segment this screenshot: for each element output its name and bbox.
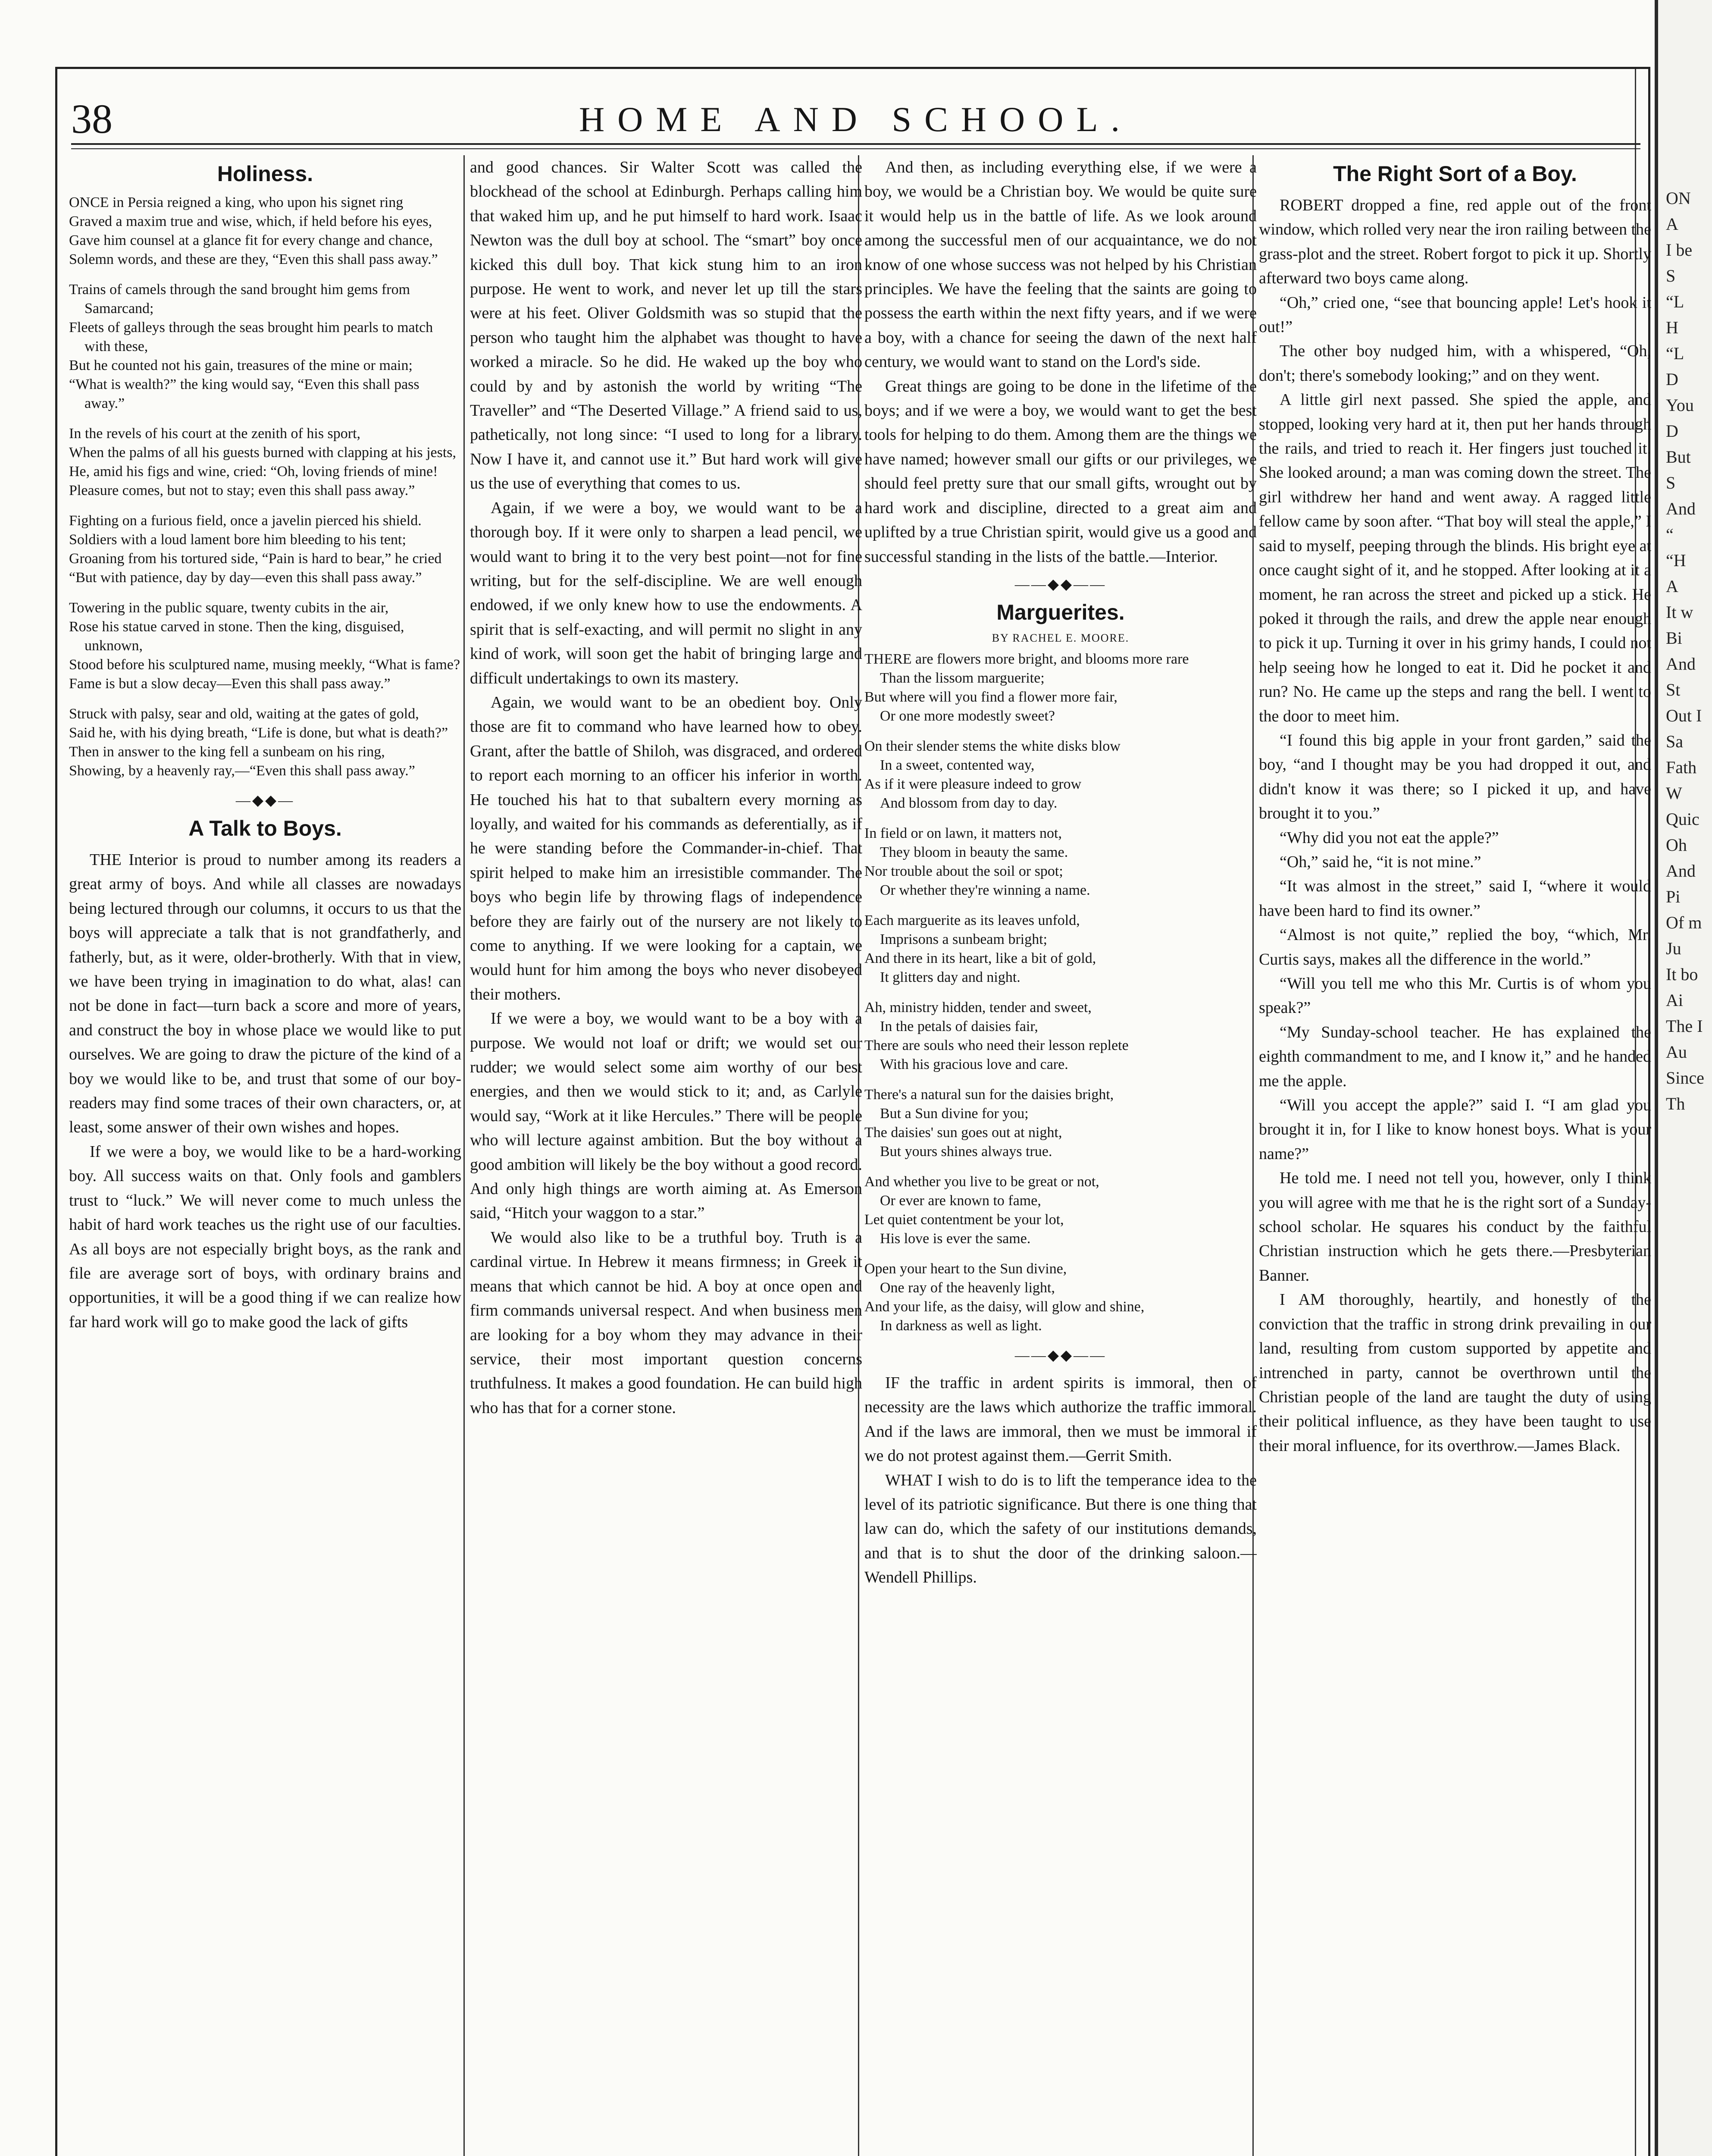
poem-line: Than the lissom marguerite; [880,670,1045,686]
poem-line: There are souls who need their lesson replete [864,1037,1129,1053]
paragraph: “I found this big apple in your front garden,” said the boy, “and I thought may be you had dropped it out, and didn't know it was there; so I picked it up, and have brought it to you.” [1259,731,1651,823]
edge-fragment-line: I be [1666,240,1693,260]
poem-line: Showing, by a heavenly ray,—“Even this shall pass away.” [69,763,415,779]
poem-line: But a Sun divine for you; [880,1105,1029,1122]
edge-fragment-line: And [1666,654,1696,674]
talk-to-boys-continued [470,155,862,1420]
poem-line: Nor trouble about the soil or spot; [864,863,1063,879]
edge-fragment-line: Out I [1666,706,1702,725]
poem-line: Towering in the public square, twenty cubits in the air, [69,600,389,616]
poem-line: Stood before his sculptured name, musing meekly, “What is fame? [69,657,460,673]
paragraph: “Will you accept the apple?” said I. “I am glad you brought it in, for I like to know honest boys. What is your name?” [1259,1096,1651,1163]
right-sort-text [1259,193,1651,1458]
stanza [69,193,461,269]
paragraph: IF the traffic in ardent spirits is immoral, then of necessity are the laws which authorize the traffic immoral. And if the laws are immoral, then we must be immoral if we do not protest against them.—Gerrit Smith. [864,1373,1257,1465]
poem-line: As if it were pleasure indeed to grow [864,776,1082,792]
paragraph: “Why did you not eat the apple?” [1280,828,1499,847]
poem-line: When the palms of all his guests burned with clapping at his jests, [69,445,457,461]
talk-to-boys-text [69,848,461,1334]
paragraph: and good chances. Sir Walter Scott was called the blockhead of the school at Edinburgh. Perhaps calling him that waked him up, and he put himself to hard work. Isaac Newton was the dull boy at school. The “smart” boy once kicked this dull boy. That kick stung him to an iron purpose. He went to work, and never let up till the stars were at his feet. Oliver Goldsmith was so stupid that the person who taught him the alphabet was thought to have worked a miracle. So he did. He waked up the boy who could by and by astonish the world by writing “The Traveller” and “The Deserted Village.” A friend said to us, pathetically, not long since: “I used to long for a library. Now I have it, and cannot use it.” But hard work will give us the use of everything that comes to us. [470,158,862,493]
poem-line: One ray of the heavenly light, [880,1279,1055,1296]
stanza [69,705,461,780]
section-separator: ——◆◆—— [1014,576,1107,592]
column-4 [1259,155,1651,2156]
edge-fragment-line: D [1666,370,1678,389]
edge-fragment-line: H [1666,318,1678,337]
poem-line: They bloom in beauty the same. [880,844,1068,860]
edge-fragment-line: “L [1666,344,1684,363]
poem-line: ONCE in Persia reigned a king, who upon his signet ring [69,194,404,210]
poem-line: On their slender stems the white disks blow [864,738,1120,754]
poem-line: Fame is but a slow decay—Even this shall pass away.” [69,676,391,692]
paragraph: WHAT I wish to do is to lift the temperance idea to the level of its patriotic significance. But there is one thing that law can do, which the safety of our institutions demands, and that is to shut the door of the drinking saloon.—Wendell Phillips. [864,1471,1257,1587]
poem-line: His love is ever the same. [880,1230,1031,1247]
poem-line: Graved a maxim true and wise, which, if held before his eyes, [69,213,432,229]
poem-line: Pleasure comes, but not to stay; even this shall pass away.” [69,483,415,498]
poem-line: Soldiers with a loud lament bore him bleeding to his tent; [69,532,406,548]
stanza [864,911,1257,987]
paragraph: And then, as including everything else, if we were a boy, we would be a Christian boy. We would be quite sure it would help us in the battle of life. As we look around among the successful men of our acquaintance, we do not know of one whose success was not helped by his Christian principles. We have the feeling that the saints are going to possess the earth within the next fifty years, and if we were a boy, with a chance for seeing the dawn of the next half century, we would want to stand on the Lord's side. [864,158,1257,371]
edge-fragment-line: You [1666,395,1694,415]
edge-fragment-line: Th [1666,1094,1685,1113]
adjacent-page-fragments [1666,185,1712,1117]
paragraph: The other boy nudged him, with a whispered, “Oh, don't; there's somebody looking;” and on they went. [1259,342,1651,385]
poem-line: Let quiet contentment be your lot, [864,1211,1064,1228]
stanza [864,737,1257,813]
edge-fragment-line: “H [1666,551,1686,570]
paragraph: A little girl next passed. She spied the apple, and stopped, looking very hard at it, then put her hands through the rails, and tried to reach it. Her fingers just touched it. She looked around; a man was coming down the street. The girl withdrew her hand and went away. A ragged little fellow came by soon after. “That boy will steal the apple,” I said to myself, peeping through the blinds. His bright eye at once caught sight of it, and he stopped. After looking at it a moment, he ran across the street and picked up a stick. He poked it through the rails, and drew the apple near enough to pick it up. Turning it over in his grimy hands, I could not help seeing how he longed to eat it. Did he pocket it and run? No. He came up the steps and rang the bell. I went to the door to meet him. [1259,391,1651,725]
poem-line: In darkness as well as light. [880,1317,1042,1334]
stanza [864,650,1257,726]
paragraph: “Almost is not quite,” replied the boy, “which, Mr. Curtis says, makes all the difference in the world.” [1259,926,1651,968]
paragraph: We would also like to be a truthful boy. Truth is a cardinal virtue. In Hebrew it means firmness; in Greek it means that which cannot be hid. A boy at once open and firm commands universal respect. And when business men are looking for a boy whom they may advance in their service, their most important question concerns truthfulness. It makes a good foundation. He can build high who has that for a corner stone. [470,1228,862,1417]
marguerites-title: Marguerites. [996,600,1125,624]
stanza [864,1172,1257,1248]
paragraph: He told me. I need not tell you, however, only I think you will agree with me that he is the right sort of a Sunday-school scholar. He squares his conduct by the faithful Christian instruction which he gets there.—Presbyterian Banner. [1259,1169,1651,1285]
edge-fragment-line: ON [1666,188,1691,208]
paragraph: “Oh,” cried one, “see that bouncing apple! Let's hook it out!” [1259,293,1651,336]
edge-fragment-line: “ [1666,525,1674,544]
edge-fragment-line: The I [1666,1016,1703,1036]
column-2 [470,155,862,2156]
poem-line: Gave him counsel at a glance fit for every change and chance, [69,232,433,248]
poem-line: THERE are flowers more bright, and blooms more rare [864,651,1189,667]
paragraph: THE Interior is proud to number among its readers a great army of boys. And while all classes are nowadays being lectured through our columns, it occurs to us that the boys will appreciate a talk that is not grandfatherly, and fatherly, but, as it were, older-brotherly. With that in view, we have been trying in imagination to do what, alas! can not be done in fact—turn back a score and more of years, and construct the boy in whose place we would like to put ourselves. We are going to draw the picture of the kind of a boy we would like to be, and trust that some of our boy-readers may find some traces of their own characters, or, at least, some answer of their own wishes and hopes. [69,851,461,1137]
edge-fragment-line: Pi [1666,887,1681,906]
edge-fragment-line: Since [1666,1068,1704,1087]
column-3 [864,155,1257,2156]
poem-line: Struck with palsy, sear and old, waiting at the gates of gold, [69,706,419,722]
edge-fragment-line: It w [1666,602,1693,622]
poem-line: Fighting on a furious field, once a javelin pierced his shield. [69,513,422,529]
edge-fragment-line: Oh [1666,835,1687,855]
column-1 [69,155,461,2156]
poem-line: Open your heart to the Sun divine, [864,1260,1067,1277]
edge-fragment-line: Ju [1666,939,1681,958]
edge-fragment-line: And [1666,499,1696,518]
poem-line: The daisies' sun goes out at night, [864,1124,1062,1141]
poem-line: It glitters day and night. [880,969,1020,985]
edge-fragment-line: Au [1666,1042,1687,1062]
poem-line: But he counted not his gain, treasures of the mine or main; [69,357,413,373]
stanza [69,424,461,500]
poem-line: And your life, as the daisy, will glow and shine, [864,1298,1145,1315]
talk-to-boys-title: A Talk to Boys. [188,816,342,840]
poem-line: In the revels of his court at the zenith of his sport, [69,426,361,442]
marguerites-byline: BY RACHEL E. MOORE. [992,631,1130,644]
poem-line: In field or on lawn, it matters not, [864,825,1062,841]
edge-fragment-line: And [1666,861,1696,881]
poem-line: Ah, ministry hidden, tender and sweet, [864,999,1092,1015]
page-number: 38 [71,96,113,142]
poem-line: And there in its heart, like a bit of gold, [864,950,1096,966]
poem-line: And blossom from day to day. [880,795,1058,811]
edge-fragment-line: W [1666,783,1682,803]
holiness-poem [69,193,461,780]
edge-fragment-line: Sa [1666,732,1683,751]
stanza [864,824,1257,900]
right-sort-title: The Right Sort of a Boy. [1333,162,1577,186]
poem-line: He, amid his figs and wine, cried: “Oh, loving friends of mine! [69,464,438,479]
paragraph: ROBERT dropped a fine, red apple out of the front window, which rolled very near the iron railing between the grass-plot and the street. Robert forgot to pick it up. Shortly afterward two boys came along. [1259,196,1651,288]
section-separator: ——◆◆—— [1014,1347,1107,1363]
poem-line: Or one more modestly sweet? [880,708,1055,724]
paragraph: If we were a boy, we would want to be a boy with a purpose. We would not loaf or drift; we would set our rudder; we would select some aim worthy of our best energies, and then we would stick to it; and, as Carlyle would say, “Work at it like Hercules.” There will be people who will lecture against ambition. But the boy without a good ambition will likely be the boy without a good record. And only high things are worth aiming at. As Emerson said, “Hitch your waggon to a star.” [470,1009,862,1222]
poem-line: Fleets of galleys through the seas brought him pearls to match with these, [69,320,433,354]
edge-fragment-line: It bo [1666,965,1698,984]
edge-fragment-line: A [1666,577,1678,596]
poem-line: And whether you live to be great or not, [864,1173,1099,1190]
poem-line: Trains of camels through the sand brought him gems from Samarcand; [69,282,410,317]
adjacent-page-edge [1655,0,1712,2156]
talk-to-boys-conclusion [864,155,1257,569]
edge-fragment-line: “L [1666,292,1684,311]
poem-line: But where will you find a flower more fair, [864,689,1117,705]
edge-fragment-line: Fath [1666,758,1697,777]
poem-line: But yours shines always true. [880,1143,1052,1159]
holiness-title: Holiness. [217,162,313,186]
poem-line: “What is wealth?” the king would say, “Even this shall pass away.” [69,376,419,411]
paragraph: “It was almost in the street,” said I, “where it would have been hard to find its owner.” [1259,877,1651,920]
paragraph: Again, if we were a boy, we would want to be a thorough boy. If it were only to sharpen a lead pencil, we would want to bring it to the very best point—not for fine writing, but for the self-discipline. We are well enough endowed, if we only knew how to use the endowments. A spirit that is self-exacting, and will permit no slight in any kind of work, will soon get the habit of bringing large and difficult undertakings to own its mastery. [470,498,862,687]
poem-line: Said he, with his dying breath, “Life is done, but what is death?” [69,725,448,741]
poem-line: Rose his statue carved in stone. Then the king, disguised, unknown, [69,619,404,654]
temperance-quotes [864,1371,1257,1590]
edge-fragment-line: Quic [1666,809,1699,829]
edge-fragment-line: Of m [1666,913,1702,932]
poem-line: Solemn words, and these are they, “Even this shall pass away.” [69,251,438,267]
stanza [864,1085,1257,1161]
edge-fragment-line: D [1666,421,1678,441]
poem-line: Imprisons a sunbeam bright; [880,931,1048,947]
paragraph: If we were a boy, we would like to be a hard-working boy. All success waits on that. Only fools and gamblers trust to “luck.” We will never come to much unless the habit of hard work teaches us the right use of our faculties. As all boys are not especially bright boys, as the rank and file are average sort of boys, with ordinary brains and opportunities, it will be a good thing if we can realize how far hard work will go to make good the lack of gifts [69,1142,461,1331]
stanza [864,1260,1257,1335]
stanza [69,280,461,413]
poem-line: Each marguerite as its leaves unfold, [864,912,1080,928]
section-separator: —◆◆— [235,793,295,808]
paragraph: “Will you tell me who this Mr. Curtis is of whom you speak?” [1259,975,1651,1017]
edge-fragment-line: St [1666,680,1681,699]
paragraph: “Oh,” said he, “it is not mine.” [1280,852,1481,871]
poem-line: “But with patience, day by day—even this shall pass away.” [69,570,422,586]
edge-fragment-line: Bi [1666,628,1682,648]
paragraph: I AM thoroughly, heartily, and honestly of the conviction that the traffic in strong drink prevailing in our land, resulting from custom supported by appetite and intrenched in party, cannot be overthrown until the Christian people of the land are taught the duty of using their political influence, as they have been taught to use their moral influence, for its overthrow.—James Black. [1259,1291,1651,1455]
poem-line: Or whether they're winning a name. [880,882,1090,898]
marguerites-poem [864,650,1257,1335]
edge-fragment-line: S [1666,473,1676,492]
column-rule [463,155,465,2156]
edge-fragment-line: Ai [1666,990,1683,1010]
running-head: HOME AND SCHOOL. [579,100,1133,139]
stanza [69,599,461,693]
paragraph: Great things are going to be done in the lifetime of the boys; and if we were a boy, we would want to get the best tools for helping to do them. Among them are the things we have named; however small our gifts or our privileges, we should feel pretty sure that our small gifts, wrought out by hard work and discipline, directed to a great aim and uplifted by a true Christian spirit, would give us a good and successful standing in the lists of the battle.—Interior. [864,377,1257,566]
paragraph: “My Sunday-school teacher. He has explained the eighth commandment to me, and I know it,” and he handed me the apple. [1259,1023,1651,1090]
edge-fragment-line: But [1666,447,1691,467]
header-rule [71,143,1640,149]
poem-line: Or ever are known to fame, [880,1192,1041,1209]
stanza [864,998,1257,1074]
page-header [71,91,1640,142]
paragraph: Again, we would want to be an obedient boy. Only those are fit to command who have learned how to obey. Grant, after the battle of Shiloh, was disgraced, and ordered to report each morning to an officer his inferior in worth. He touched his hat to that subaltern every morning as loyally, and waited for his commands as deferentially, as if he were standing before the Commander-in-chief. That spirit helped to make him an irresistible commander. The boys who begin life by throwing flags of independence before they are fairly out of the nursery are not likely to come to anything. If we were looking for a captain, we would hunt for him among the boys who never disobeyed their mothers. [470,693,862,1003]
poem-line: There's a natural sun for the daisies bright, [864,1086,1114,1103]
edge-fragment-line: A [1666,214,1678,234]
poem-line: With his gracious love and care. [880,1056,1068,1072]
edge-fragment-line: S [1666,266,1676,285]
poem-line: Groaning from his tortured side, “Pain is hard to bear,” he cried [69,551,442,567]
poem-line: In a sweet, contented way, [880,757,1035,773]
poem-line: In the petals of daisies fair, [880,1018,1038,1034]
poem-line: Then in answer to the king fell a sunbeam on his ring, [69,744,385,760]
stanza [69,511,461,587]
